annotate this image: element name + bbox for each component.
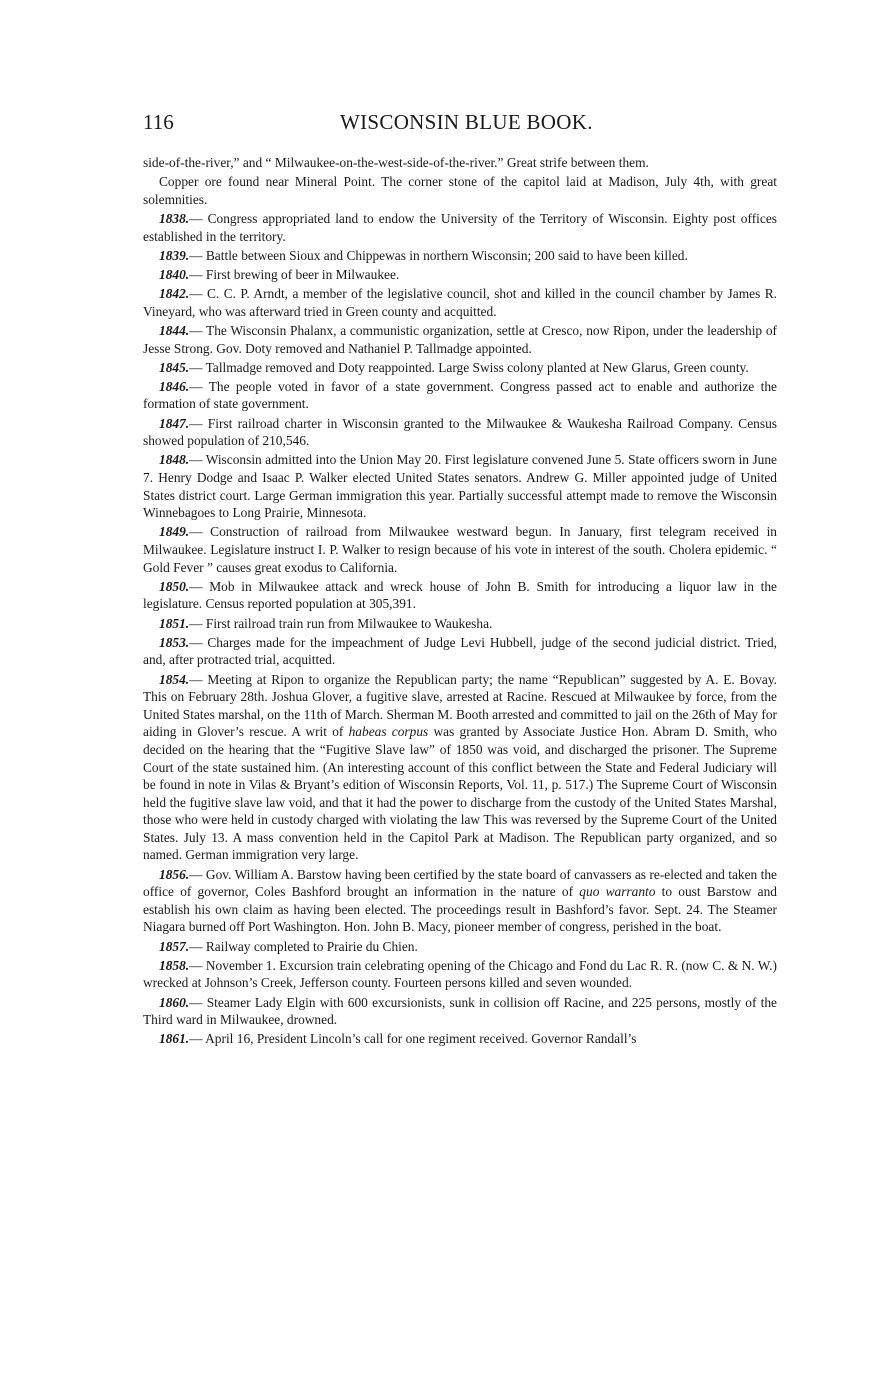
entry-text: — Charges made for the impeachment of Judge Levi Hubbell, judge of the second judicial district. Tried, and, after protracted trial, acquitted. (143, 634, 777, 668)
entry-1840 (143, 266, 777, 284)
entry-year: 1858. (159, 957, 190, 973)
entry-1856 (143, 866, 777, 936)
entry-year: 1844. (159, 322, 190, 338)
entry-year: 1857. (159, 938, 190, 954)
entry-text: — Tallmadge removed and Doty reappointed. Large Swiss colony planted at New Glarus, Green county. (189, 359, 749, 375)
entry-text: — Meeting at Ripon to organize the Republican party; the name “Republican” suggested by A. E. Bovay. This on February 28th. Joshua Glover, a fugitive slave, arrested at Racine. Rescued at Milwaukee by force, from the United States marshal, on the 11th of March. Sherman M. Booth arrested and committed to jail on the 26th of May for aiding in Glover’s rescue. A writ of (143, 671, 777, 740)
entry-1851 (143, 615, 777, 633)
page-number: 116 (143, 110, 174, 134)
page-body (143, 154, 777, 1050)
entry-text: — Gov. William A. Barstow having been certified by the state board of canvassers as re-elected and taken the office of governor, Coles Bashford brought an information in the nature of (143, 866, 777, 900)
entry-year: 1853. (159, 634, 190, 650)
entry-1844 (143, 322, 777, 357)
entry-year: 1860. (159, 994, 190, 1010)
entry-text: — First railroad train run from Milwaukee to Waukesha. (189, 615, 493, 631)
entry-text-italic: habeas corpus (348, 724, 429, 740)
entry-1847 (143, 415, 777, 450)
entry-year: 1856. (159, 866, 190, 882)
entry-year: 1847. (159, 415, 190, 431)
entry-1846 (143, 378, 777, 413)
entry-year: 1839. (159, 247, 190, 263)
entry-text: — Railway completed to Prairie du Chien. (189, 938, 418, 954)
entry-text: — November 1. Excursion train celebrating opening of the Chicago and Fond du Lac R. R. (now C. & N. W.) wrecked at Johnson’s Creek, Jefferson county. Fourteen persons killed and seven wounded. (143, 957, 777, 991)
entry-text: — Congress appropriated land to endow the University of the Territory of Wisconsin. Eighty post offices established in the territory. (143, 210, 777, 244)
entry-1849 (143, 523, 777, 576)
entry-text: — C. C. P. Arndt, a member of the legislative council, shot and killed in the council chamber by James R. Vineyard, who was afterward tried in Green county and acquitted. (143, 286, 777, 319)
entry-text: — Battle between Sioux and Chippewas in northern Wisconsin; 200 said to have been killed. (189, 247, 688, 263)
entry-year: 1838. (159, 210, 190, 226)
entry-1858 (143, 957, 777, 992)
entry-text: — Construction of railroad from Milwaukee westward begun. In January, first telegram received in Milwaukee. Legislature instruct I. P. Walker to resign because of his vote in interest of the south. Cholera epidemic. “ Gold Fever ” causes great exodus to California. (143, 524, 777, 575)
entry-year: 1861. (159, 1031, 190, 1047)
entry-year: 1846. (159, 378, 190, 394)
entry-1861 (143, 1030, 777, 1048)
entry-text: — First brewing of beer in Milwaukee. (189, 266, 400, 282)
entry-text: to oust Barstow and establish his own claim as having been elected. The proceedings result in Bashford’s favor. Sept. 24. The Steamer Niagara burned off Port Washington. Hon. John B. Macy, pioneer member of congress, perished in the boat. (143, 884, 777, 935)
entry-text: — The people voted in favor of a state government. Congress passed act to enable and authorize the formation of state government. (143, 378, 777, 412)
paragraph-copper-ore: Copper ore found near Mineral Point. The corner stone of the capitol laid at Madison, July 4th, with great solemnities. (143, 174, 777, 207)
entry-text: — Wisconsin admitted into the Union May 20. First legislature convened June 5. State officers sworn in June 7. Henry Dodge and Isaac P. Walker elected United States senators. Andrew G. Miller appointed judge of United States district court. Large German immigration this year. Partially successful attempt made to remove the Wisconsin Winnebagoes to Long Prairie, Minnesota. (143, 452, 777, 521)
entry-text-italic: quo warranto (579, 884, 656, 900)
entry-year: 1840. (159, 266, 190, 282)
entry-1839 (143, 247, 777, 265)
entry-year: 1850. (159, 578, 190, 594)
entry-1854 (143, 671, 777, 865)
entry-1860 (143, 994, 777, 1029)
running-title: WISCONSIN BLUE BOOK. (340, 110, 593, 134)
entry-text: was granted by Associate Justice Hon. Abram D. Smith, who decided on the hearing that the “Fugitive Slave law” of 1850 was void, and discharged the prisoner. The Supreme Court of the state sustained him. (An interesting account of this conflict between the State and Federal Judiciary will be found in note in Vilas & Bryant’s edition of Wisconsin Reports, Vol. 11, p. 517.) The Supreme Court of Wisconsin held the fugitive slave law void, and that it had the power to discharge from the custody of the United States Marshal, those who were held in custody charged with violating the law This was reversed by the Supreme Court of the United States. July 13. A mass convention held in the Capitol Park at Madison. The Republican party organized, and so named. German immigration very large. (143, 724, 777, 863)
entry-text: — April 16, President Lincoln’s call for one regiment received. Governor Randall’s (189, 1031, 637, 1047)
entry-year: 1854. (159, 671, 190, 687)
entry-year: 1851. (159, 615, 190, 631)
entry-year: 1842. (159, 286, 190, 302)
entry-text: — First railroad charter in Wisconsin granted to the Milwaukee & Waukesha Railroad Company. Census showed population of 210,546. (143, 415, 777, 449)
entry-1853 (143, 634, 777, 669)
entry-1848 (143, 451, 777, 521)
entry-text: — Mob in Milwaukee attack and wreck house of John B. Smith for introducing a liquor law in the legislature. Census reported population at 305,391. (143, 578, 777, 612)
entry-1857 (143, 938, 777, 956)
entry-1845 (143, 359, 777, 377)
entry-year: 1848. (159, 452, 190, 468)
entry-year: 1845. (159, 359, 190, 375)
entry-1838 (143, 210, 777, 245)
paragraph-continuation: side-of-the-river,” and “ Milwaukee-on-the-west-side-of-the-river.” Great strife between them. (143, 155, 649, 170)
page-header (143, 110, 783, 138)
entry-year: 1849. (159, 524, 190, 540)
entry-1842 (143, 285, 777, 320)
entry-text: — The Wisconsin Phalanx, a communistic organization, settle at Cresco, now Ripon, under the leadership of Jesse Strong. Gov. Doty removed and Nathaniel P. Tallmadge appointed. (143, 322, 777, 356)
entry-text: — Steamer Lady Elgin with 600 excursionists, sunk in collision off Racine, and 225 persons, mostly of the Third ward in Milwaukee, drowned. (143, 994, 777, 1028)
entry-1850 (143, 578, 777, 613)
